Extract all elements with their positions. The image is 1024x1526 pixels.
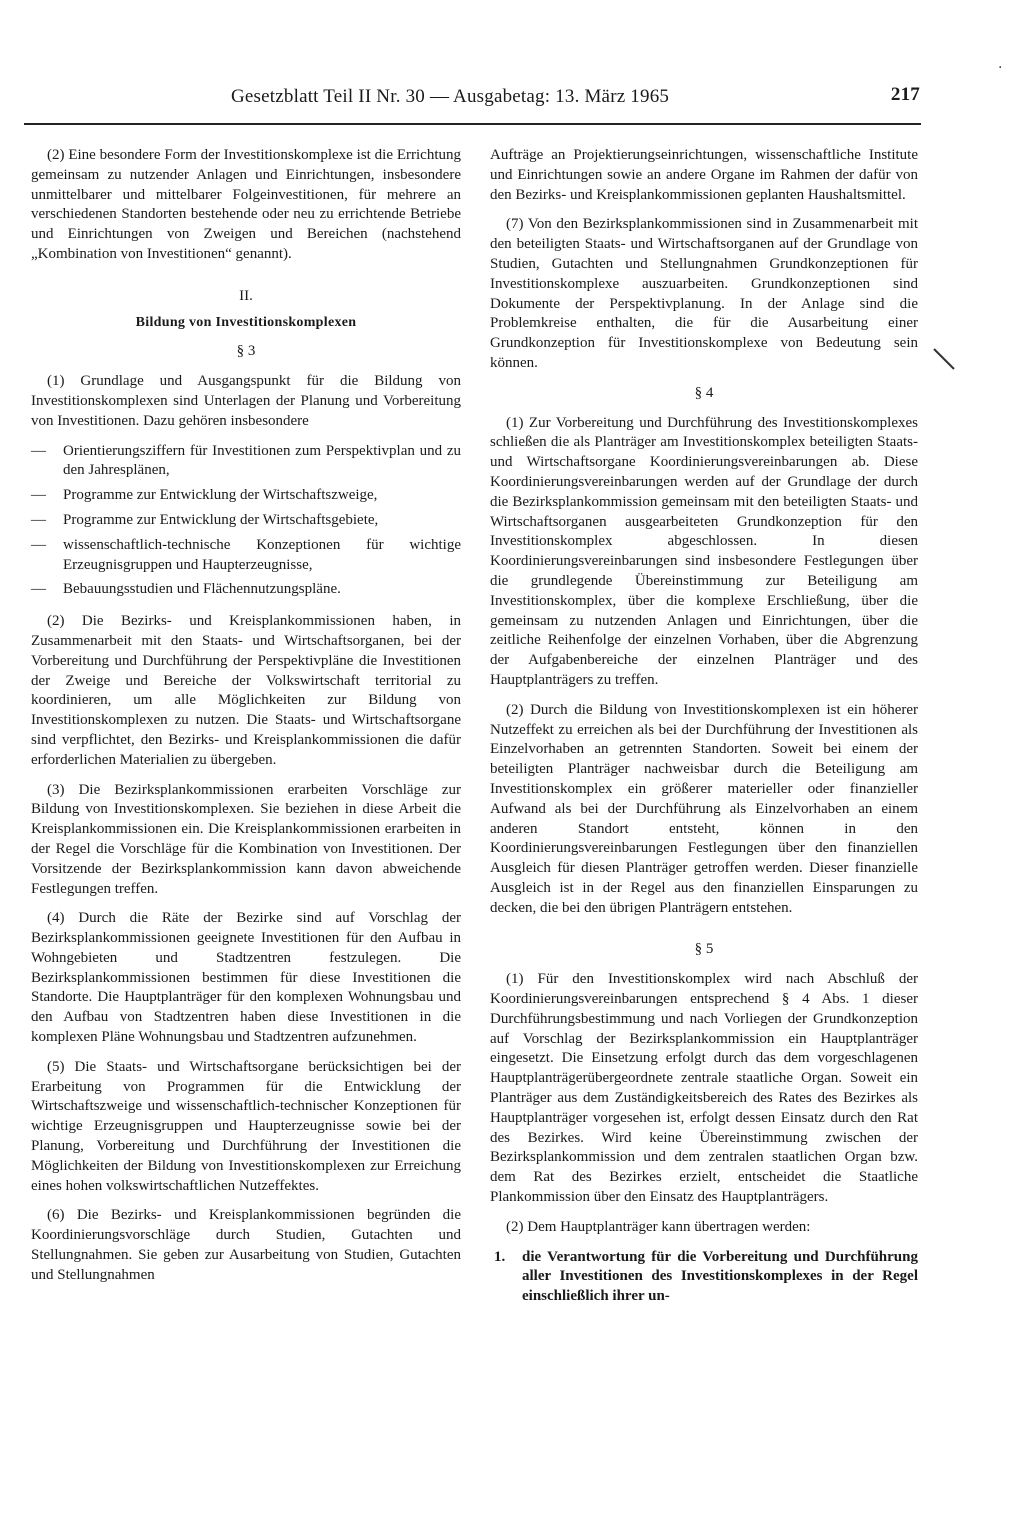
paragraph-3-1: (1) Grundlage und Ausgangspunkt für die Bildung von Investitionskomplexen sind Unterlagen der Planung und Vorbereitung von Investitionen. Dazu gehören insbesondere bbox=[31, 373, 461, 429]
right-column bbox=[490, 146, 918, 1307]
paragraph-3-5: (5) Die Staats- und Wirtschaftsorgane berücksichtigen bei der Erarbeitung von Programmen für die Entwicklung der Wirtschaftszweige und wissenschaftlich-technischer Konzeptionen für wichtige Erzeugnisgruppen und Haupterzeugnisse sowie bei der Planung, Vorbereitung und Durchführung der Investitionen die Möglichkeiten der Bildung von Investitionskomplexen zur Erreichung eines hohen volkswirtschaftlichen Nutzeffektes. bbox=[31, 1058, 461, 1194]
list-item-number: 1. bbox=[494, 1248, 506, 1265]
section-title: Bildung von Investitionskomplexen bbox=[135, 314, 357, 330]
paragraph-4-2: (2) Durch die Bildung von Investitionskomplexen ist ein höherer Nutzeffekt zu erreichen als bei der Durchführung der Investitionen als Einzelvorhaben an getrennten Standorten. Soweit bei einem der beteiligten Planträger nachweisbar durch die Beteiligung am Investitionskomplex ein größerer materieller oder finanzieller Aufwand als bei der Durchführung als Einzelvorhaben an einem anderen Standort entsteht, können in den Koordinierungsvereinbarungen Festlegungen über den finanziellen Ausgleich für diesen Planträger getroffen werden. Dieser finanzielle Ausgleich ist in der Regel aus den finanziellen Einsparungen zu decken, die bei den übrigen Planträgern entstehen. bbox=[490, 701, 918, 916]
section-number: II. bbox=[239, 287, 253, 304]
paragraph-3-4: (4) Durch die Räte der Bezirke sind auf Vorschlag der Bezirksplankommissionen geeignete Investitionen für den Aufbau in Wohngebieten und Stadtzentren festzulegen. Die Bezirksplankommissionen bestimmen für diese Investitionen die Standorte. Die Hauptplanträger für den komplexen Wohnungsbau und den Aufbau von Stadtzentren haben diese Investitionen in die komplexen Pläne Wohnungsbau und Stadtzentren aufzunehmen. bbox=[31, 910, 461, 1046]
paragraph-sign-5: § 5 bbox=[694, 941, 714, 958]
paragraph-sign-4: § 4 bbox=[694, 384, 714, 401]
header-title: Gesetzblatt Teil II Nr. 30 — Ausgabetag: 13. März 1965 bbox=[231, 86, 670, 107]
list-item: — wissenschaftlich-technische Konzeptionen für wichtige Erzeugnisgruppen und Haupterzeugnisse, bbox=[31, 536, 461, 576]
list-item bbox=[490, 1248, 918, 1307]
paragraph-5-1: (1) Für den Investitionskomplex wird nach Abschluß der Koordinierungsvereinbarungen entsprechend § 4 Abs. 1 dieser Durchführungsbestimmung und nach Vorliegen der Grundkonzeption auf Vorschlag der Bezirksplankommission ein Hauptplanträger eingesetzt. Die Einsetzung erfolgt durch das dem vorgeschlagenen Hauptplanträgerübergeordnete zentrale staatliche Organ. Soweit ein Planträger aus dem Zuständigkeitsbereich des Rates des Bezirkes als Hauptplanträger vorgesehen ist, erfolgt dessen Einsatz durch den Rat des Bezirkes. Wird keine Übereinstimmung zwischen der Bezirksplankommission und dem zentralen staatlichen Organ bzw. dem Rat des Bezirkes erzielt, entscheidet die Staatliche Plankommission über den Einsatz des Hauptplanträgers. bbox=[490, 971, 918, 1206]
list-item-text: die Verantwortung für die Vorbereitung und Durchführung aller Investitionen des Investitionskomplexes in der Regel einschließlich ihrer un- bbox=[522, 1248, 918, 1305]
paragraph-3-6: (6) Die Bezirks- und Kreisplankommissionen begründen die Koordinierungsvorschläge durch Studien, Gutachten und Stellungnahmen. Sie geben zur Ausarbeitung von Studien, Gutachten und Stellungnahmen bbox=[31, 1207, 461, 1283]
scan-dot-mark: · bbox=[998, 60, 1003, 76]
list-item: — Programme zur Entwicklung der Wirtschaftszweige, bbox=[31, 486, 461, 506]
left-column bbox=[31, 146, 461, 1296]
margin-pen-mark bbox=[930, 345, 960, 375]
running-header bbox=[24, 86, 924, 114]
paragraph-3-7: (7) Von den Bezirksplankommissionen sind in Zusammenarbeit mit den beteiligten Staats- und Wirtschaftsorganen auf der Grundlage von Studien, Gutachten und Stellungnahmen Grundkonzeptionen für Investitionskomplexe auszuarbeiten. Grundkonzeptionen sind Dokumente der Perspektivplanung. In der Anlage sind die Problemkreise enthalten, die für die Ausarbeitung einer Grundkonzeption für Investitionskomplexe von Bedeutung sein können. bbox=[490, 216, 918, 371]
paragraph-sign-3: § 3 bbox=[236, 343, 256, 360]
list-item: — Orientierungsziffern für Investitionen zum Perspektivplan und zu den Jahresplänen, bbox=[31, 442, 461, 482]
paragraph-2-2-intro: (2) Eine besondere Form der Investitionskomplexe ist die Errichtung gemeinsam zu nutzender Anlagen und Einrichtungen, insbesondere unmittelbarer und mittelbarer Folgeinvestitionen, für mehrere an verschiedenen Standorten bestehende oder neu zu errichtende Betriebe und Einrichtungen von Zweigen und Bereichen (nachstehend „Kombination von Investitionen“ genannt). bbox=[31, 147, 461, 262]
page-number: 217 bbox=[890, 84, 920, 105]
list-item: — Bebauungsstudien und Flächennutzungspläne. bbox=[31, 580, 461, 600]
paragraph-3-6-continued: Aufträge an Projektierungseinrichtungen, wissenschaftliche Institute und Einrichtungen sowie an andere Organe im Rahmen der dafür von den Bezirks- und Kreisplankommissionen geplanten Haushaltsmittel. bbox=[490, 147, 918, 203]
paragraph-5-2: (2) Dem Hauptplanträger kann übertragen werden: bbox=[506, 1218, 811, 1235]
document-list bbox=[31, 442, 461, 601]
paragraph-3-3: (3) Die Bezirksplankommissionen erarbeiten Vorschläge zur Bildung von Investitionskomplexen. Sie beziehen in diese Arbeit die Kreisplankommissionen ein. Die Kreisplankommissionen erarbeiten in der Regel die Vorschläge für die Kombination von Investitionen. Der Vorsitzende der Bezirksplankommission kann davon abweichende Festlegungen treffen. bbox=[31, 781, 461, 897]
header-rule bbox=[24, 123, 921, 125]
paragraph-3-2: (2) Die Bezirks- und Kreisplankommissionen haben, in Zusammenarbeit mit den Staats- und Wirtschaftsorganen, bei der Vorbereitung und Durchführung der Perspektivpläne die Investitionen der Zweige und Bereiche der Volkswirtschaft territorial zu koordinieren, um alle Möglichkeiten zur Bildung von Investitionskomplexen zu nutzen. Die Staats- und Wirtschaftsorgane sind verpflichtet, den Bezirks- und Kreisplankommissionen die dafür erforderlichen Materialien zu übergeben. bbox=[31, 613, 461, 768]
numbered-list bbox=[490, 1248, 918, 1307]
paragraph-4-1: (1) Zur Vorbereitung und Durchführung des Investitionskomplexes schließen die als Planträger am Investitionskomplex beteiligten Staats- und Wirtschaftsorgane Koordinierungsvereinbarungen ab. Diese Koordinierungsvereinbarungen werden auf der Grundlage der durch die Bezirksplankommission gemeinsam mit den beteiligten Staats- und Wirtschaftsorganen ausgearbeiteten Grundkonzeption für den Investitionskomplex abgeschlossen. In diesen Koordinierungsvereinbarungen sind insbesondere Festlegungen über die grundlegende Übereinstimmung zur Beteiligung am Investitionskomplex, über die komplexe Erschließung, über die gemeinsam zu nutzenden Anlagen und Einrichtungen, über die zeitliche Reihenfolge der einzelnen Vorhaben, über die Abgrenzung der Aufgabenbereiche der einzelnen Planträger und des Hauptplanträgers zu treffen. bbox=[490, 414, 918, 688]
list-item: — Programme zur Entwicklung der Wirtschaftsgebiete, bbox=[31, 511, 461, 531]
